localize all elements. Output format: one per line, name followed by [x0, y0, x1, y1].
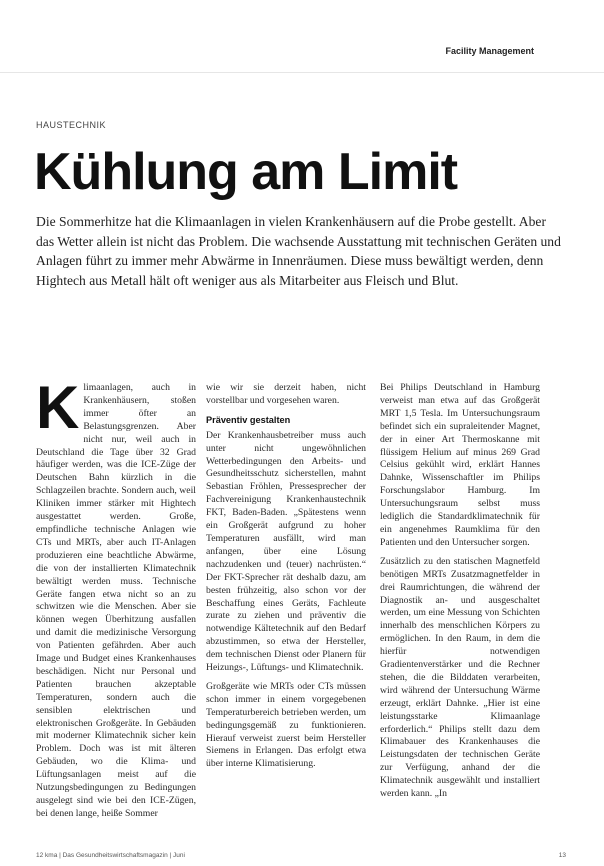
body-paragraph: Der Krankenhausbetreiber muss auch unter nicht ungewöhnlichen Wetterbedingungen den Arbeits- und Gesundheitsschutz sicherstellen, mahnt Sebastian Fröhlen, Pressesprecher der Fachvereinigung Krankenhaustechnik FKT, Baden-Baden. „Spätestens wenn ein Großgerät aufgrund zu hoher Temperaturen ausfällt, wird man anfangen, über eine Lösung nachzudenken und (teuer) nachrüsten.“ Der FKT-Sprecher rät deshalb dazu, am besten frühzeitig, also schon vor der Beschaffung eines Geräts, Fachleute zurate zu ziehen und präventiv die notwendige Kältetechnik auf den Bedarf abzustimmen, so etwa der Hersteller, dem technischen Dienst oder Planern für Heizungs-, Lüftungs- und Klimatechnik. [206, 429, 366, 674]
body-column-2 [206, 382, 366, 842]
page-number: 13 [558, 852, 566, 859]
body-paragraph: Zusätzlich zu den statischen Magnetfeld benötigen MRTs Zusatzmagnetfelder in drei Raumrichtungen, die während der Diagnostik an- und ausgeschaltet werden, um eine Messung von Schichten innerhalb des menschlichen Körpers zu ermöglichen. In den Raum, in dem die hierfür notwendigen Gradientenverstärker und die Rechner stehen, die die Bilddaten verarbeiten, wird während der Untersuchung Wärme erzeugt, erklärt Dahnke. „Hier ist eine leistungsstarke Klimaanlage erforderlich.“ Philips stellt dazu dem Klimabauer des Krankenhauses die Leistungsdaten der technischen Geräte zur Verfügung, anhand der die Klimatechnik ausgewählt und installiert werden kann. „In [380, 555, 540, 800]
section-label: Facility Management [445, 46, 534, 56]
body-text: limaanlagen, auch in Krankenhäusern, stoßen immer öfter an Belastungsgrenzen. Aber nicht nur, weil auch in Deutschland die Tage über 32 Grad häufiger werden, was die ICE-Züge der Deutschen Bahn kürzlich in die Schlagzeilen brachte. Sondern auch, weil Kliniken immer stärker mit Hightech ausgestattet werden. Große, empfindliche technische Anlagen wie CTs und MRTs, aber auch IT-Anlagen produzieren eine beachtliche Abwärme, die von der installierten Klimatechnik bewältigt werden muss. Technische Geräte fangen etwa nicht so an zu schwitzen wie die Menschen. Aber sie können wegen Überhitzung ausfallen und damit die medizinische Versorgung von Patienten gefährden. Aber auch Image und Budget eines Krankenhauses beschädigen. Nicht nur Personal und Patienten brauchen akzeptable Temperaturen, sondern auch die sensiblen elektrischen und elektronischen Großgeräte. In Gebäuden mit moderner Klimatechnik sicher kein Problem. Doch was ist mit älteren Gebäuden, wo die Klima- und Lüftungsanlagen meist auf die Nutzungsbedingungen zu Bedingungen ausgelegt sind wie bei den ICE-Zügen, bei denen lange, heiße Sommer [36, 382, 196, 819]
body-column-1 [36, 382, 196, 842]
subheading: Präventiv gestalten [206, 414, 291, 425]
footer-publication: 12 kma | Das Gesundheitswirtschaftsmagazin | Juni [36, 852, 185, 859]
article-title: Kühlung am Limit [34, 143, 458, 201]
body-column-3 [380, 382, 540, 842]
article-lead: Die Sommerhitze hat die Klimaanlagen in vielen Krankenhäusern auf die Probe gestellt. Aber das Wetter allein ist nicht das Problem. Die wachsende Ausstattung mit technischen Geräten und Anlagen führt zu immer mehr Abwärme in Innenräumen. Diese muss bewältigt werden, denn Hightech aus Metall hält oft weniger aus als Mitarbeiter aus Fleisch und Blut. [36, 214, 561, 288]
body-paragraph [36, 382, 196, 821]
article-kicker: HAUSTECHNIK [36, 120, 107, 130]
body-paragraph: wie wir sie derzeit haben, nicht vorstellbar und vorgesehen waren. [206, 382, 366, 406]
body-paragraph: Großgeräte wie MRTs oder CTs müssen schon immer in einem vorgegebenen Temperaturbereich betrieben werden, um bedingungsgemäß zu funktionieren. Hierauf verweist zuerst beim Hersteller Siemens in Erlangen. Das erfolgt etwa über interne Klimatisierung. [206, 680, 366, 770]
page-footer [36, 852, 566, 862]
page-header [0, 0, 604, 73]
body-paragraph: Bei Philips Deutschland in Hamburg verweist man etwa auf das Großgerät MRT 1,5 Tesla. Im Untersuchungsraum befindet sich ein supraleitender Magnet, der in einer Art Thermoskanne mit flüssigem Helium auf minus 269 Grad Celsius gekühlt wird, erklärt Hannes Dahnke, Wissenschaftler im Philips Forschungslabor Hamburg. Im Untersuchungsraum selbst muss lediglich die Standardklimatechnik für ein angenehmes Raumklima für den Patienten und den Untersucher sorgen. [380, 382, 540, 548]
drop-cap: K [36, 382, 80, 441]
